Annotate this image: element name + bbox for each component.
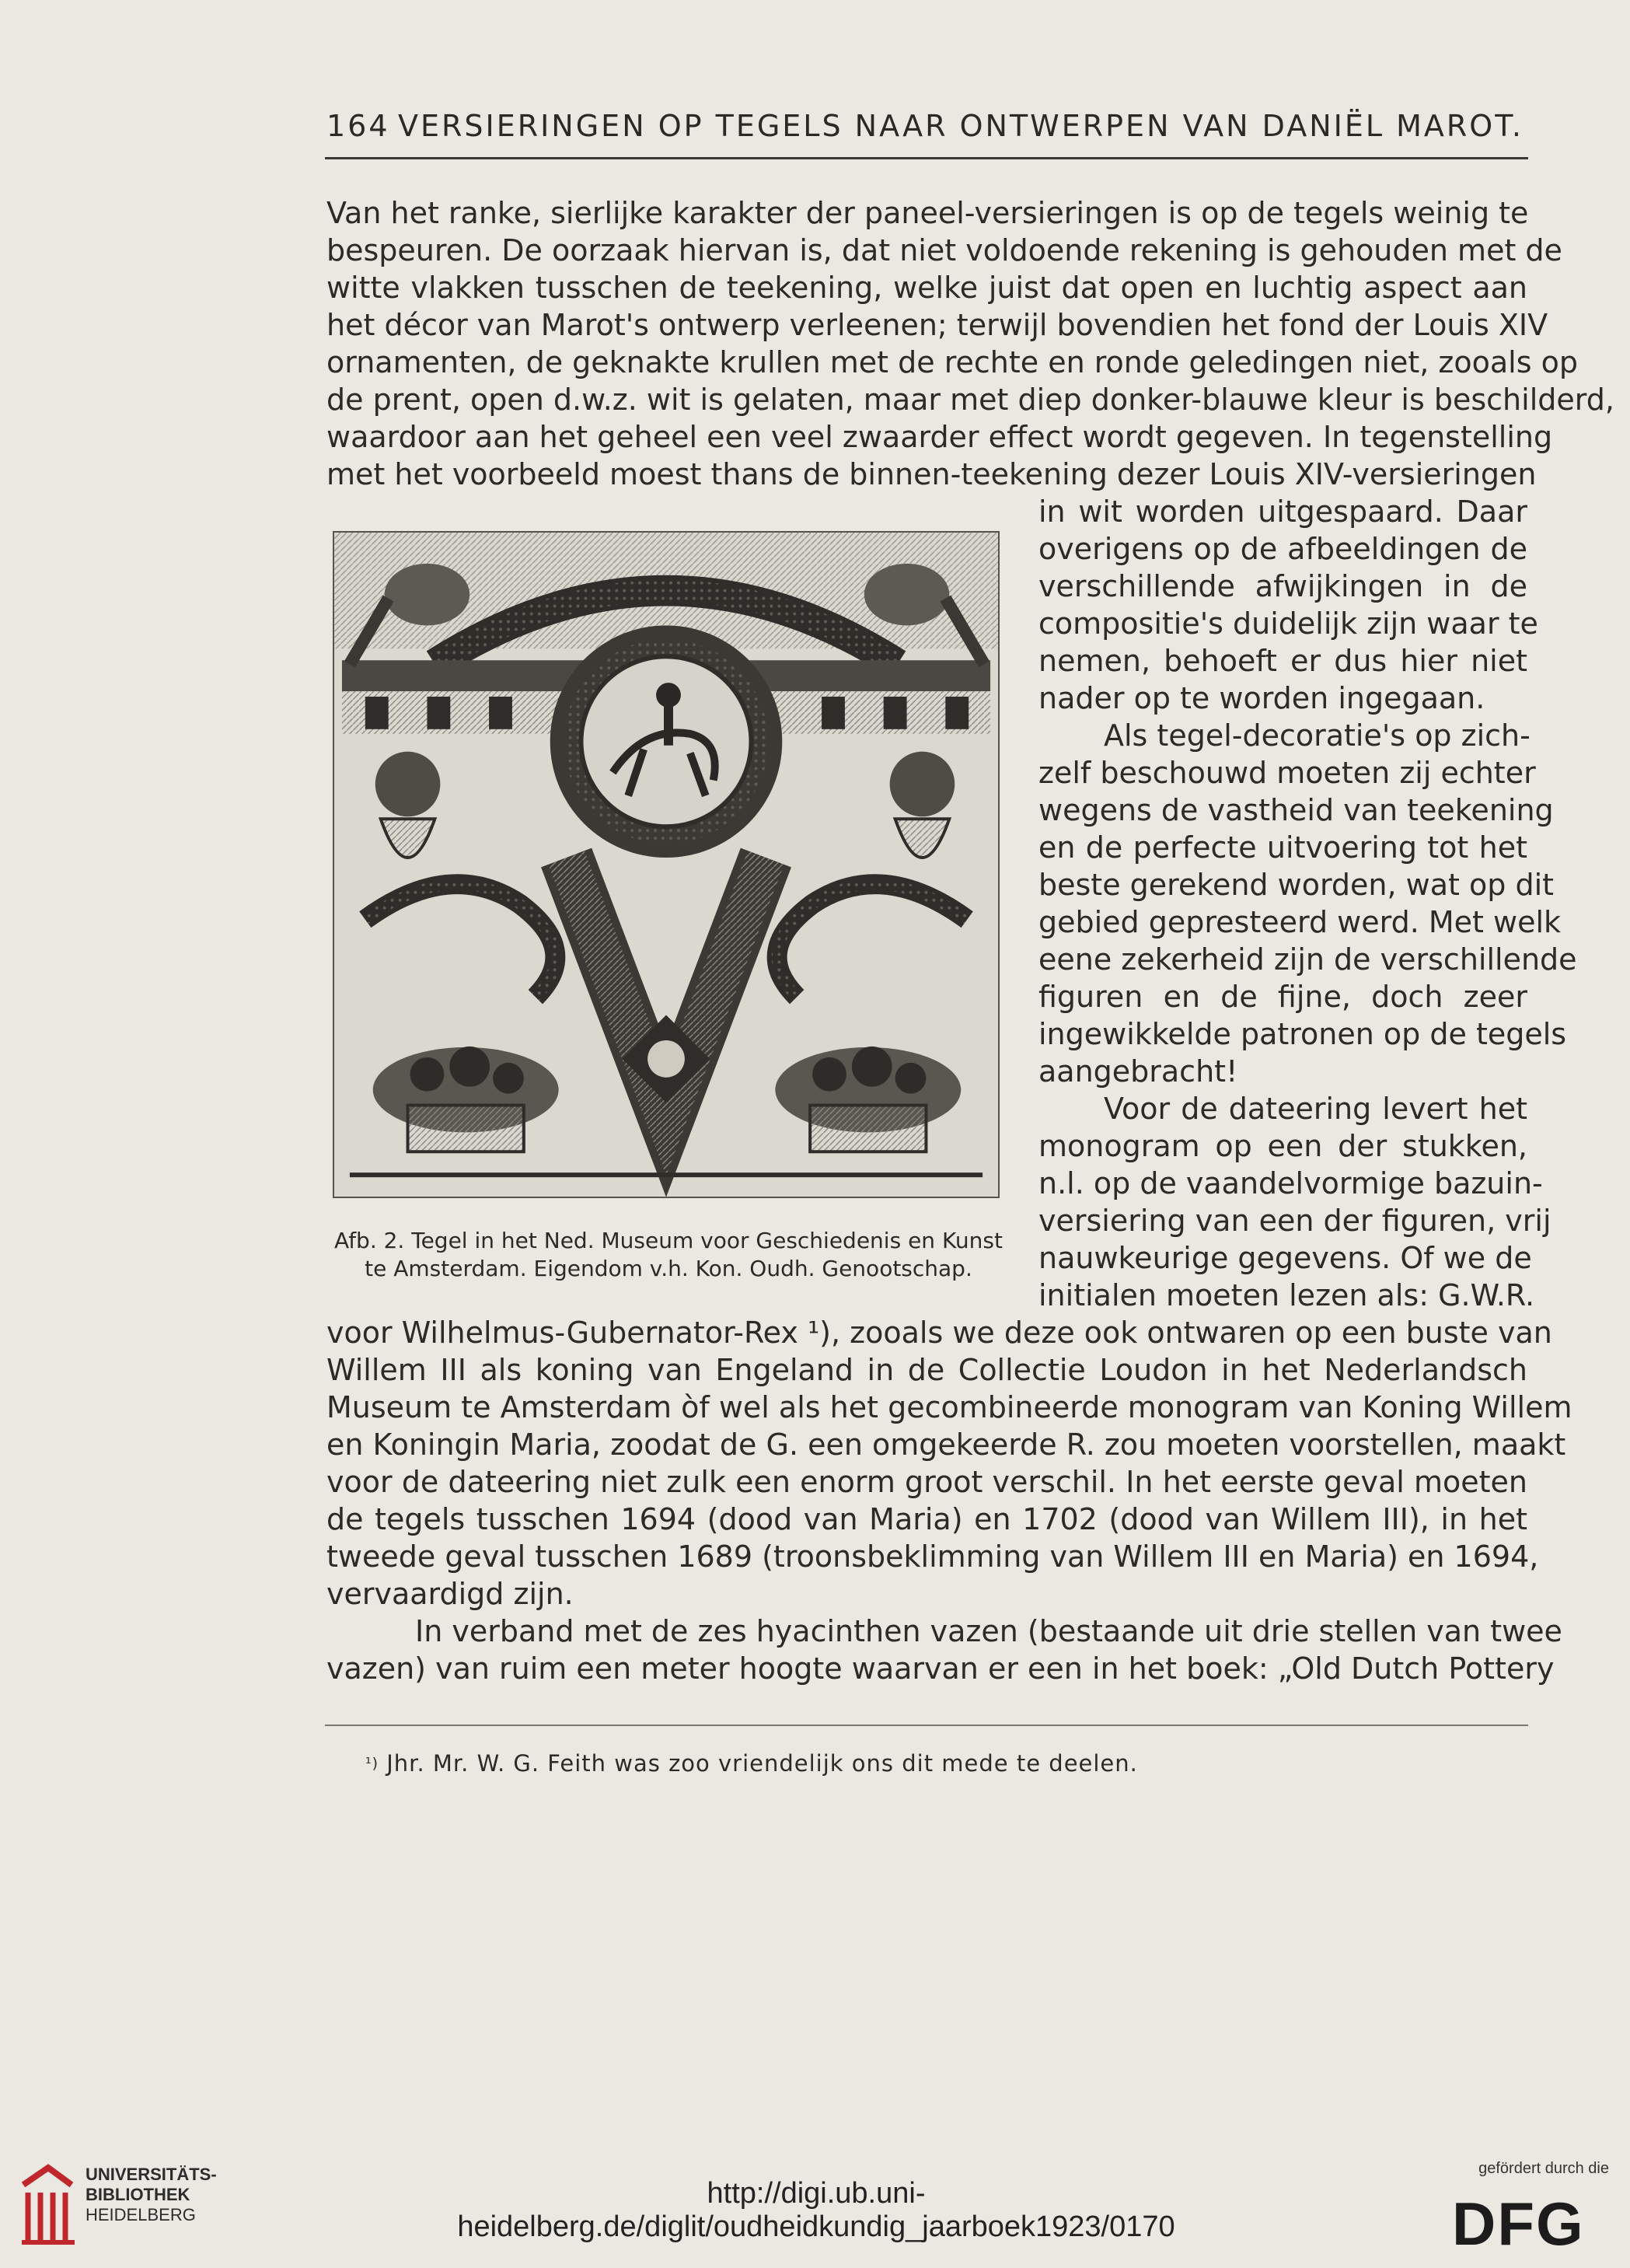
university-library-name xyxy=(86,2165,217,2225)
body-line: waardoor aan het geheel een veel zwaarder effect wordt gegeven. In tegenstelling xyxy=(326,420,1553,454)
tile-ornament-drawing xyxy=(334,533,998,1197)
side-line: verschillende afwijkingen in de xyxy=(1038,569,1527,603)
dfg-logo: DFG xyxy=(1452,2189,1585,2258)
side-line: ingewikkelde patronen op de tegels xyxy=(1038,1017,1567,1051)
library-line: BIBLIOTHEK xyxy=(86,2185,190,2204)
side-line: nemen, behoeft er dus hier niet xyxy=(1038,644,1527,678)
caption-line: Afb. 2. Tegel in het Ned. Museum voor Geschiedenis en Kunst xyxy=(334,1228,1003,1253)
body-line: witte vlakken tusschen de teekening, welke juist dat open en luchtig aspect aan xyxy=(326,271,1527,305)
page-number: 164 xyxy=(326,109,390,143)
side-line: eene zekerheid zijn de verschillende xyxy=(1038,942,1577,977)
side-line: n.l. op de vaandelvormige bazuin- xyxy=(1038,1166,1543,1200)
figure-caption xyxy=(326,1227,1010,1283)
body-line: de prent, open d.w.z. wit is gelaten, maar met diep donker-blauwe kleur is beschilderd, xyxy=(326,383,1614,417)
side-line: in wit worden uitgespaard. Daar xyxy=(1038,494,1527,529)
side-line: nader op te worden ingegaan. xyxy=(1038,681,1485,715)
body-line: Museum te Amsterdam òf wel als het gecombineerde monogram van Koning Willem xyxy=(326,1390,1572,1424)
body-line: vazen) van ruim een meter hoogte waarvan er een in het boek: „Old Dutch Pottery xyxy=(326,1651,1555,1686)
side-line: initialen moeten lezen als: G.W.R. xyxy=(1038,1278,1535,1312)
body-line: In verband met de zes hyacinthen vazen (bestaande uit drie stellen van twee xyxy=(415,1614,1562,1648)
body-line: Van het ranke, sierlijke karakter der paneel-versieringen is op de tegels weinig te xyxy=(326,196,1529,230)
body-line: tweede geval tusschen 1689 (troonsbeklimming van Willem III en Maria) en 1694, xyxy=(326,1539,1539,1574)
library-line: UNIVERSITÄTS- xyxy=(86,2165,217,2184)
side-line: compositie's duidelijk zijn waar te xyxy=(1038,606,1538,641)
side-line: monogram op een der stukken, xyxy=(1038,1129,1527,1163)
footnote-text: Jhr. Mr. W. G. Feith was zoo vriendelijk ons dit mede te deelen. xyxy=(386,1750,1138,1777)
side-line: figuren en de fijne, doch zeer xyxy=(1038,980,1527,1014)
body-line: het décor van Marot's ontwerp verleenen; terwijl bovendien het fond der Louis XIV xyxy=(326,308,1548,342)
library-line: HEIDELBERG xyxy=(86,2205,196,2224)
footnote-rule xyxy=(325,1725,1528,1726)
body-line: voor Wilhelmus-Gubernator-Rex ¹), zooals we deze ook ontwaren op een buste van xyxy=(326,1316,1552,1350)
body-line: bespeuren. De oorzaak hiervan is, dat niet voldoende rekening is gehouden met de xyxy=(326,233,1562,267)
footnote-marker: ¹) xyxy=(365,1755,379,1772)
side-line: gebied gepresteerd werd. Met welk xyxy=(1038,905,1562,939)
side-line: beste gerekend worden, wat op dit xyxy=(1038,868,1555,902)
caption-line: te Amsterdam. Eigendom v.h. Kon. Oudh. Genootschap. xyxy=(365,1256,972,1281)
body-line: vervaardigd zijn. xyxy=(326,1577,574,1611)
side-line: zelf beschouwd moeten zij echter xyxy=(1038,756,1536,790)
footnote xyxy=(365,1748,1531,1779)
body-line: en Koningin Maria, zoodat de G. een omgekeerde R. zou moeten voorstellen, maakt xyxy=(326,1428,1566,1462)
source-url-link[interactable]: http://digi.ub.uni-heidelberg.de/diglit/oudheidkundig_jaarboek1923/0170 xyxy=(457,2177,1175,2243)
side-line: Voor de dateering levert het xyxy=(1104,1092,1527,1126)
side-line: aangebracht! xyxy=(1038,1054,1238,1089)
header-rule xyxy=(325,157,1528,159)
side-line: en de perfecte uitvoering tot het xyxy=(1038,830,1527,865)
university-library-logo-icon xyxy=(17,2161,78,2247)
side-line: nauwkeurige gegevens. Of we de xyxy=(1038,1241,1532,1275)
tile-illustration xyxy=(333,531,1000,1198)
funding-note: gefördert durch die xyxy=(1478,2160,1609,2177)
running-title: VERSIERINGEN OP TEGELS NAAR ONTWERPEN VAN DANIËL MAROT. xyxy=(397,109,1524,143)
side-line: versiering van een der figuren, vrij xyxy=(1038,1204,1551,1238)
body-line: voor de dateering niet zulk een enorm groot verschil. In het eerste geval moeten xyxy=(326,1465,1527,1499)
running-header xyxy=(326,109,1524,143)
body-line: Willem III als koning van Engeland in de Collectie Loudon in het Nederlandsch xyxy=(326,1353,1527,1387)
body-line: met het voorbeeld moest thans de binnen-teekening dezer Louis XIV-versieringen xyxy=(326,457,1537,491)
body-line: de tegels tusschen 1694 (dood van Maria) en 1702 (dood van Willem III), in het xyxy=(326,1502,1527,1536)
side-line: Als tegel-decoratie's op zich- xyxy=(1104,718,1531,753)
body-line: ornamenten, de geknakte krullen met de rechte en ronde geledingen niet, zooals op xyxy=(326,345,1578,379)
side-line: overigens op de afbeeldingen de xyxy=(1038,532,1527,566)
side-line: wegens de vastheid van teekening xyxy=(1038,793,1554,827)
